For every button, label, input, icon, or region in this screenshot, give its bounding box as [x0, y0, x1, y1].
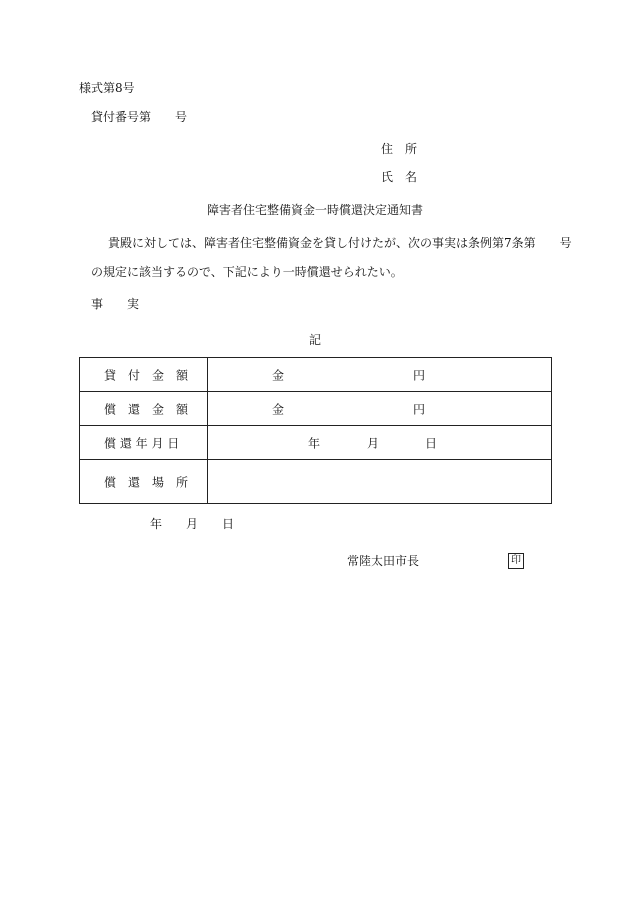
repayment-date-label: 償 還 年 月 日 [104, 436, 180, 450]
mayor-label: 常陸太田市長 [347, 554, 420, 568]
repayment-date-year: 年 [308, 436, 321, 450]
ki-label: 記 [308, 333, 321, 347]
repayment-date-value-cell [208, 426, 552, 460]
repayment-amount-value-cell [208, 392, 552, 426]
form-number: 様式第8号 [79, 81, 135, 95]
repayment-date-month: 月 [367, 436, 380, 450]
repayment-amount-label: 償 還 金 額 [104, 402, 189, 416]
details-table [79, 357, 552, 504]
table-label-cell [80, 392, 208, 426]
repayment-place-label: 償 還 場 所 [104, 475, 189, 489]
table-row-repayment-place [80, 460, 552, 504]
table-label-cell [80, 426, 208, 460]
loan-amount-label: 貸 付 金 額 [104, 368, 189, 382]
repayment-place-value-cell [208, 460, 552, 504]
address-label: 住 所 [381, 142, 418, 156]
table-row-repayment-amount [80, 392, 552, 426]
repayment-amount-prefix: 金 [272, 402, 285, 416]
loan-amount-value-cell [208, 358, 552, 392]
table-label-cell [80, 460, 208, 504]
document-title: 障害者住宅整備資金一時償還決定通知書 [206, 203, 423, 217]
repayment-amount-suffix: 円 [413, 402, 426, 416]
loan-amount-suffix: 円 [413, 368, 426, 382]
facts-label: 事 実 [91, 297, 140, 311]
issue-date-line: 年 月 日 [150, 517, 235, 531]
table-row-repayment-date [80, 426, 552, 460]
repayment-date-day: 日 [425, 436, 438, 450]
table-row-loan-amount [80, 358, 552, 392]
body-text-line-2: の規定に該当するので、下記により一時償還せられたい。 [91, 265, 403, 279]
loan-number: 貸付番号第 号 [91, 110, 188, 124]
loan-amount-prefix: 金 [272, 368, 285, 382]
name-label: 氏 名 [381, 170, 418, 184]
seal-stamp: 印 [508, 553, 524, 569]
table-label-cell [80, 358, 208, 392]
body-text-line-1: 貴殿に対しては、障害者住宅整備資金を貸し付けたが、次の事実は条例第7条第 号 [108, 236, 572, 250]
